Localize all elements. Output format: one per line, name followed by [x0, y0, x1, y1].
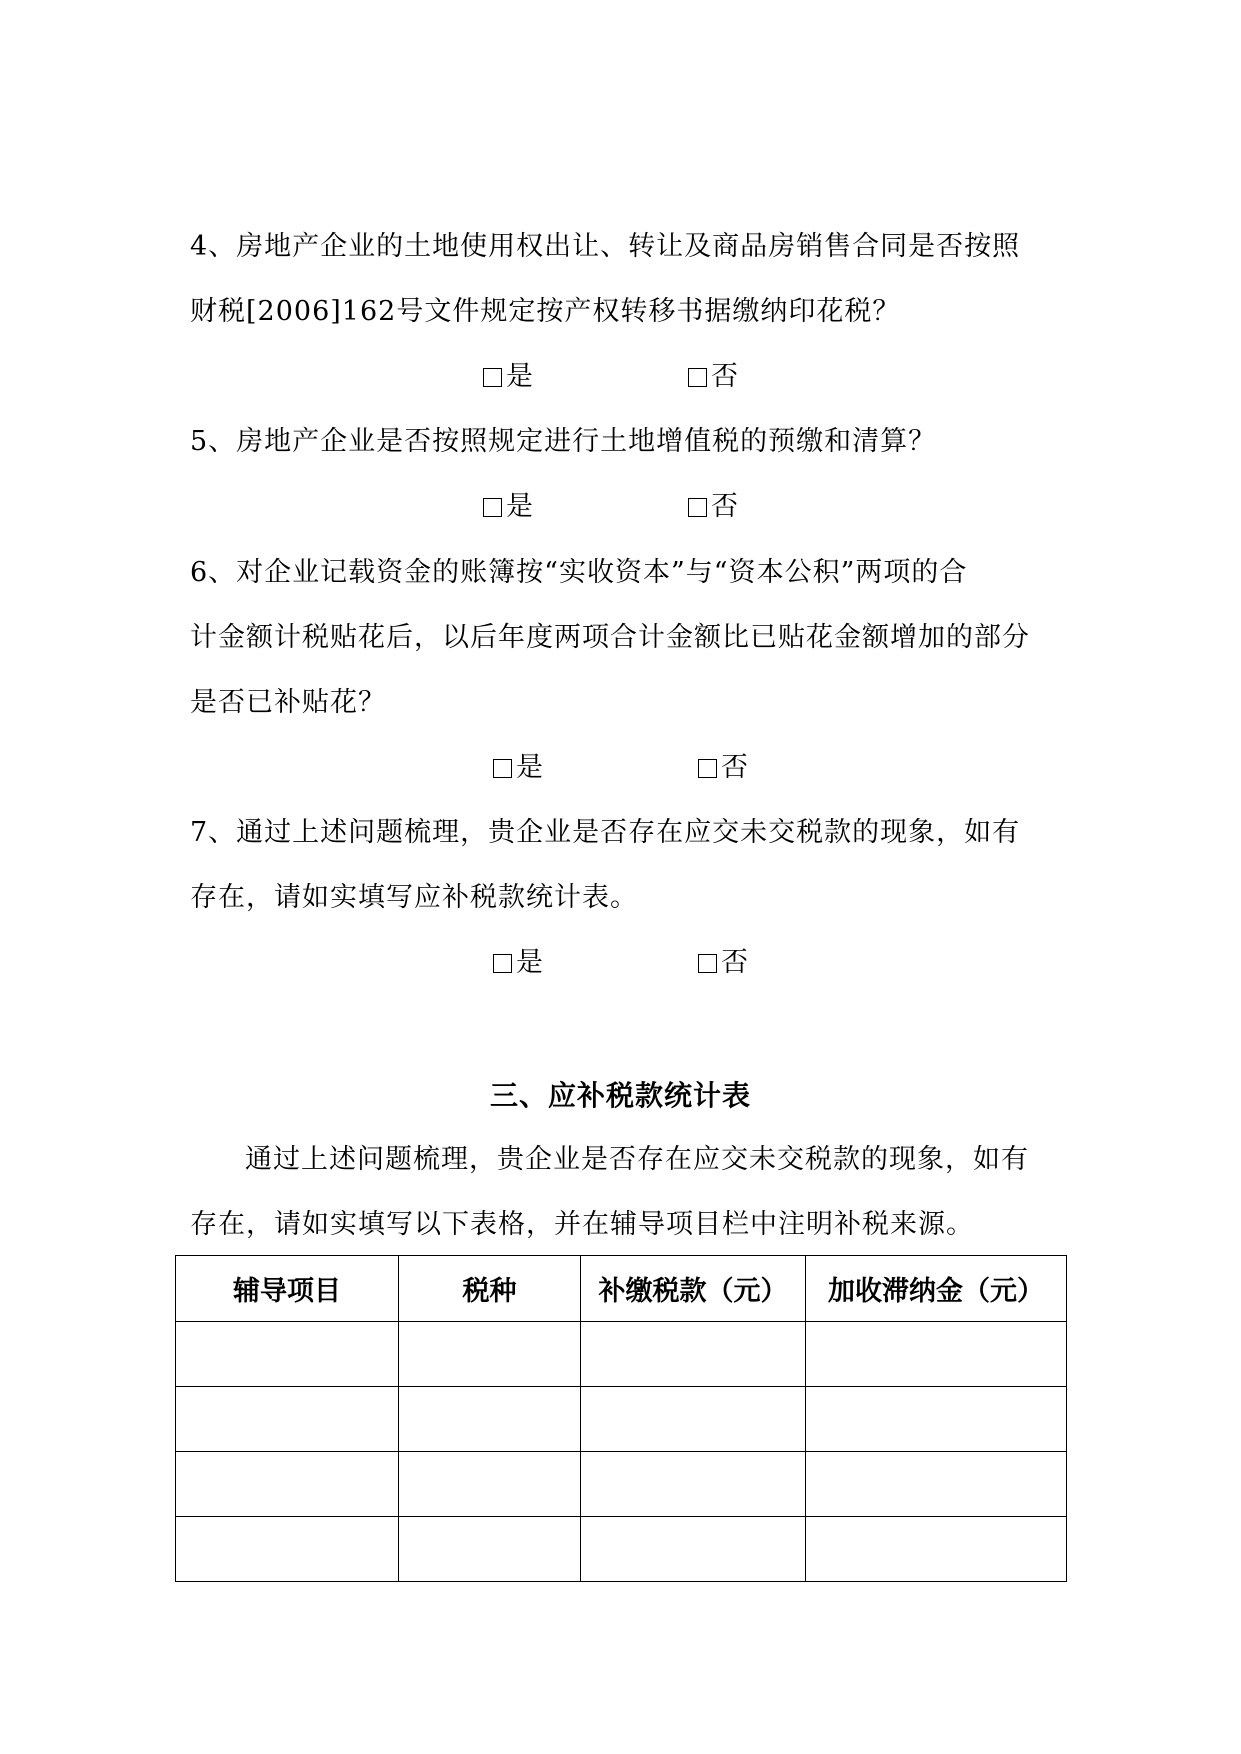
header-supplementary-tax: 补缴税款（元） [581, 1256, 806, 1322]
question-6-line-2: 计金额计税贴花后，以后年度两项合计金额比已贴花金额增加的部分 [190, 622, 1030, 653]
question-4-yes-label: 是 [506, 361, 533, 392]
question-7-no-label: 否 [721, 947, 748, 978]
question-7-yes-label: 是 [516, 947, 543, 978]
table-row [176, 1322, 1067, 1387]
question-5-line-1: 5、房地产企业是否按照规定进行土地增值税的预缴和清算？ [190, 426, 937, 457]
table-cell-late-fee[interactable] [806, 1452, 1067, 1517]
table-cell-late-fee[interactable] [806, 1517, 1067, 1582]
question-5-no-label: 否 [711, 491, 738, 522]
question-4-line-1: 4、房地产企业的土地使用权出让、转让及商品房销售合同是否按照 [190, 231, 1021, 262]
table-cell-tax-type[interactable] [399, 1452, 581, 1517]
question-7-line-2: 存在，请如实填写应补税款统计表。 [190, 882, 638, 913]
table-cell-supplementary-tax[interactable] [581, 1517, 806, 1582]
question-7-yes-option[interactable] [493, 946, 543, 980]
question-6-yes-label: 是 [516, 752, 543, 783]
question-5-yes-option[interactable] [483, 490, 533, 524]
question-4-no-option[interactable] [688, 360, 738, 394]
question-6-line-3: 是否已补贴花？ [190, 687, 386, 718]
question-7-no-checkbox[interactable] [698, 954, 717, 973]
question-6-yes-option[interactable] [493, 751, 543, 785]
table-cell-supplementary-tax[interactable] [581, 1322, 806, 1387]
table-cell-tax-type[interactable] [399, 1517, 581, 1582]
question-7-line-1: 7、通过上述问题梳理，贵企业是否存在应交未交税款的现象，如有 [190, 817, 1021, 848]
table-cell-guidance-item[interactable] [176, 1387, 399, 1452]
question-4-yes-option[interactable] [483, 360, 533, 394]
question-7-yes-checkbox[interactable] [493, 954, 512, 973]
question-6-line-1: 6、对企业记载资金的账簿按“实收资本”与“资本公积”两项的合 [190, 557, 968, 588]
question-5-yes-label: 是 [506, 491, 533, 522]
table-cell-supplementary-tax[interactable] [581, 1387, 806, 1452]
table-cell-guidance-item[interactable] [176, 1452, 399, 1517]
section-intro-line-2: 存在，请如实填写以下表格，并在辅导项目栏中注明补税来源。 [190, 1209, 974, 1240]
table-cell-guidance-item[interactable] [176, 1322, 399, 1387]
table-cell-supplementary-tax[interactable] [581, 1452, 806, 1517]
question-4-yes-checkbox[interactable] [483, 368, 502, 387]
question-6-no-label: 否 [721, 752, 748, 783]
question-6-no-checkbox[interactable] [698, 759, 717, 778]
header-tax-type: 税种 [399, 1256, 581, 1322]
table-cell-tax-type[interactable] [399, 1322, 581, 1387]
question-5-yes-checkbox[interactable] [483, 498, 502, 517]
question-6-no-option[interactable] [698, 751, 748, 785]
question-6-yes-checkbox[interactable] [493, 759, 512, 778]
table-row [176, 1517, 1067, 1582]
header-guidance-item: 辅导项目 [176, 1256, 399, 1322]
question-4-line-2: 财税[2006]162号文件规定按产权转移书据缴纳印花税？ [190, 296, 901, 327]
section-intro-line-1: 通过上述问题梳理，贵企业是否存在应交未交税款的现象，如有 [245, 1144, 1029, 1175]
tax-statistics-table [175, 1255, 1067, 1582]
table-row [176, 1452, 1067, 1517]
question-5-no-option[interactable] [688, 490, 738, 524]
question-4-no-checkbox[interactable] [688, 368, 707, 387]
question-7-no-option[interactable] [698, 946, 748, 980]
table-cell-guidance-item[interactable] [176, 1517, 399, 1582]
table-cell-late-fee[interactable] [806, 1322, 1067, 1387]
table-header-row [176, 1256, 1067, 1322]
table-row [176, 1387, 1067, 1452]
table-cell-tax-type[interactable] [399, 1387, 581, 1452]
header-late-fee: 加收滞纳金（元） [806, 1256, 1067, 1322]
table-cell-late-fee[interactable] [806, 1387, 1067, 1452]
question-4-no-label: 否 [711, 361, 738, 392]
question-5-no-checkbox[interactable] [688, 498, 707, 517]
section-title: 三、应补税款统计表 [489, 1079, 751, 1112]
